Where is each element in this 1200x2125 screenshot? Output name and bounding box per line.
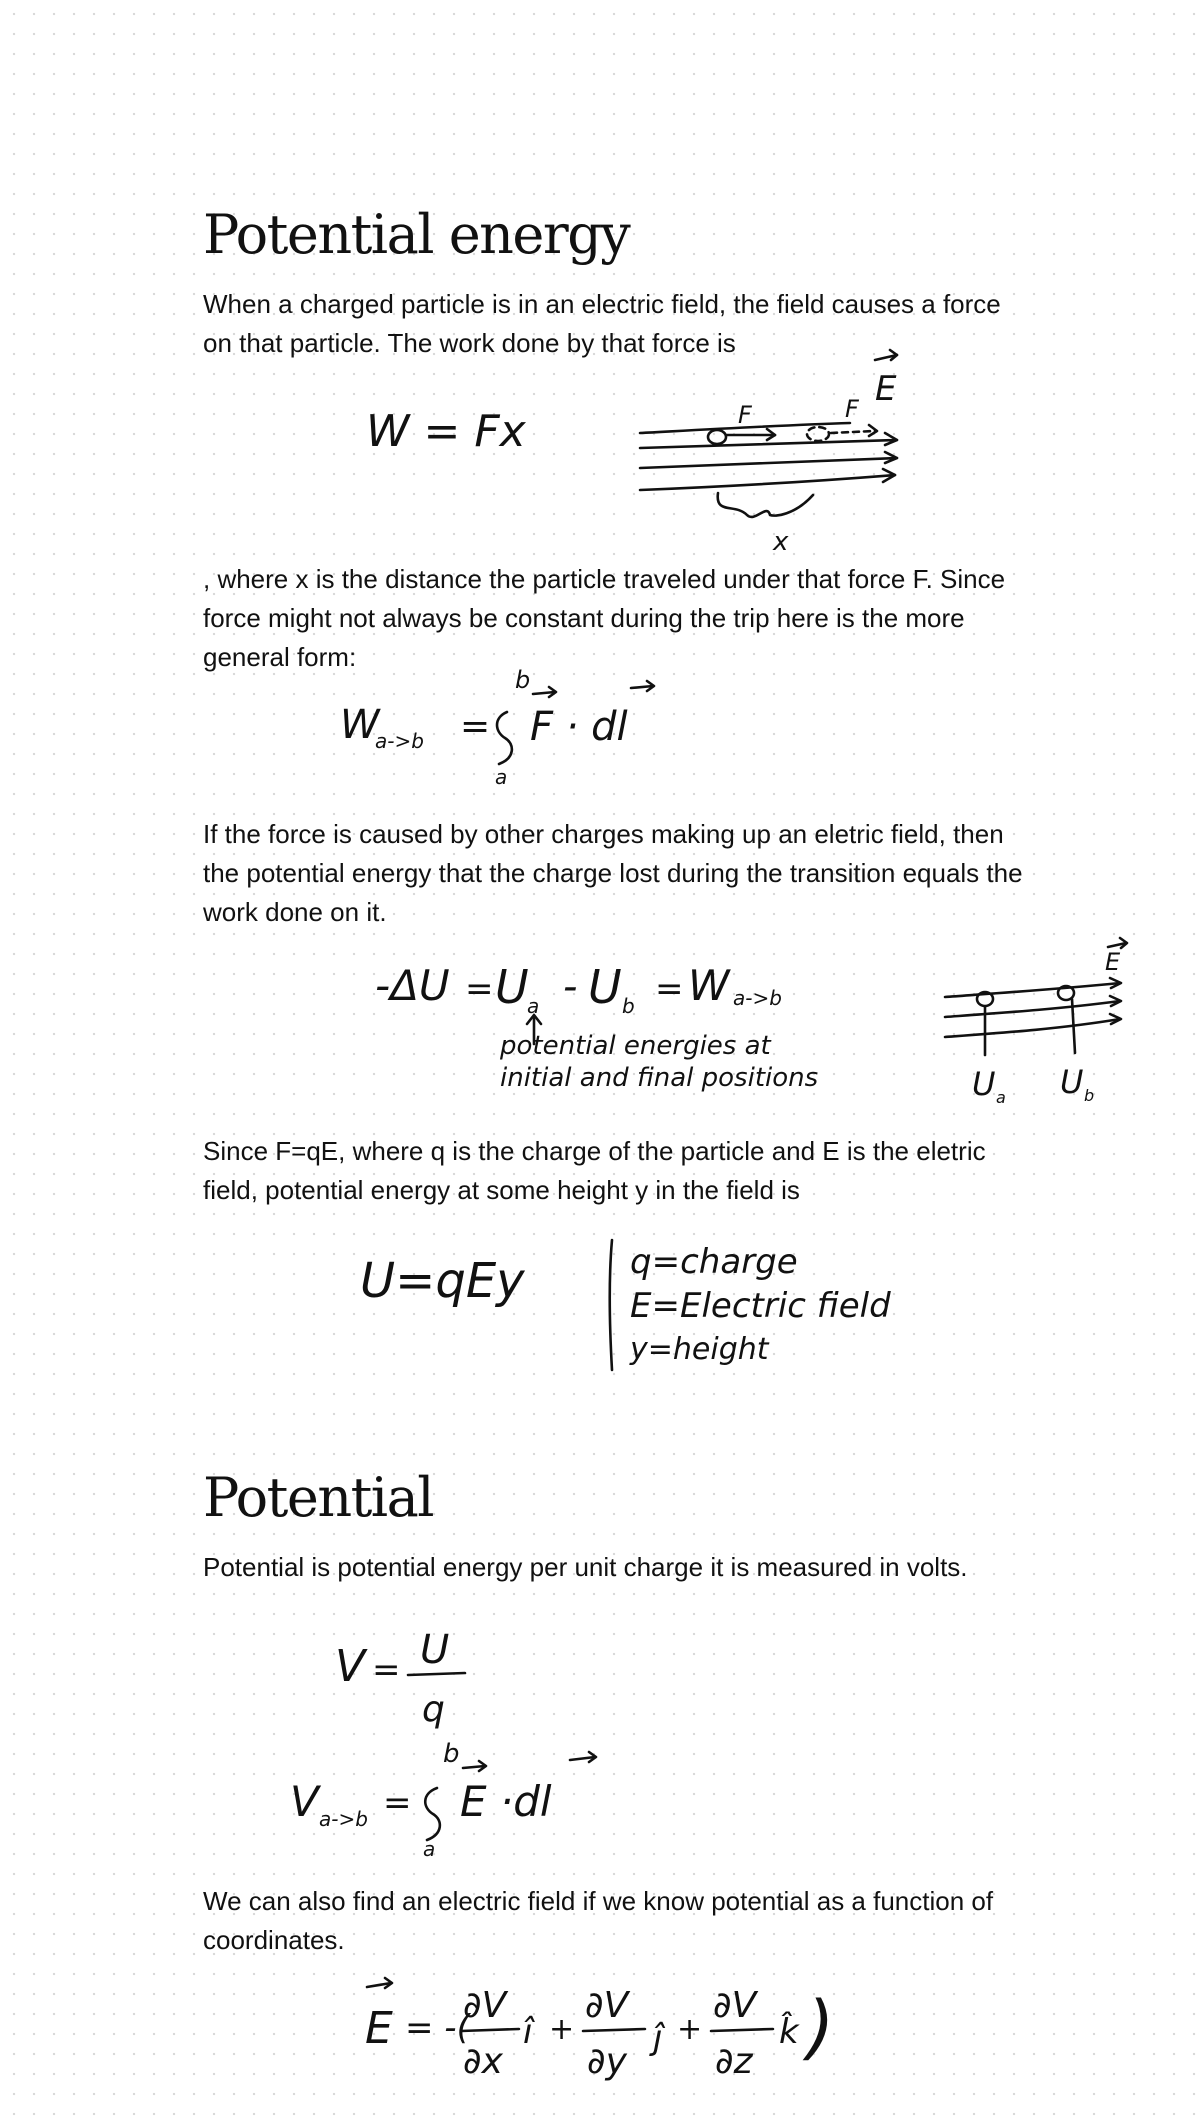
- paragraph-potential-def: Potential is potential energy per unit charge it is measured in volts.: [203, 1552, 968, 1582]
- equation-gradient: [355, 1965, 895, 2090]
- potential-integral-upper: b: [443, 1739, 460, 1769]
- field-label-e: E: [875, 369, 897, 409]
- work-integral-lower: a: [495, 765, 508, 789]
- delta-u-minus: -: [563, 964, 578, 1010]
- field-label-e-2: E: [1105, 948, 1121, 976]
- legend-bracket: [600, 1235, 620, 1375]
- equation-delta-u: [370, 945, 850, 1025]
- v-fraction-lhs: V: [335, 1641, 366, 1692]
- paragraph-force-caused: If the force is caused by other charges making up an eletric field, then the potential energy that the charge lost during the transition equals the work done on it.: [203, 819, 1023, 927]
- annotation-line-1: potential energies at: [500, 1031, 771, 1061]
- delta-u-ub-sub: b: [622, 994, 635, 1018]
- work-integral-lhs-sub: a->b: [375, 729, 424, 753]
- force-label-2: F: [845, 395, 859, 423]
- potential-integral-lhs: V: [290, 1777, 319, 1826]
- annotation-line-2: initial and final positions: [500, 1063, 819, 1093]
- legend-q: q=charge: [630, 1242, 798, 1282]
- label-ua: U: [972, 1065, 996, 1103]
- potential-integral-equals: =: [383, 1783, 412, 1823]
- gradient-close: ): [807, 1986, 835, 2068]
- potential-integral-integrand: E ·dl: [460, 1777, 552, 1826]
- v-fraction-den: q: [422, 1689, 445, 1730]
- label-ub-sub: b: [1084, 1086, 1095, 1105]
- force-label-1: F: [738, 401, 752, 429]
- delta-u-eq1: =: [465, 969, 494, 1009]
- fraction-bar: [408, 1673, 465, 1675]
- potential-integral-lhs-sub: a->b: [319, 1807, 368, 1831]
- section-title-potential-energy: Potential energy: [203, 203, 630, 266]
- legend-y: y=height: [630, 1332, 769, 1367]
- equation-v-fraction: [330, 1625, 490, 1735]
- gradient-t2-unit: ĵ: [653, 2018, 663, 2058]
- delta-u-w: W: [688, 961, 730, 1010]
- integral-sign-icon: [497, 712, 512, 764]
- field-diagram-work: [635, 345, 915, 555]
- work-integral-equals: =: [460, 706, 491, 747]
- delta-u-ua: U: [495, 960, 529, 1014]
- label-ub: U: [1060, 1063, 1084, 1101]
- paragraph-intro: When a charged particle is in an electric field, the field causes a force on that particle. The work done by that force is: [203, 289, 1001, 358]
- gradient-t2-den: ∂y: [587, 2041, 627, 2082]
- work-integral-upper: b: [515, 666, 531, 694]
- gradient-t2-num: ∂V: [585, 1985, 629, 2026]
- variable-legend: [630, 1235, 1030, 1375]
- u-qey-text: U=qEy: [360, 1253, 525, 1309]
- gradient-lhs: E: [365, 2003, 393, 2054]
- gradient-t3-unit: k̂: [779, 2012, 799, 2052]
- delta-u-ub: U: [588, 960, 622, 1014]
- legend-e: E=Electric field: [630, 1286, 891, 1326]
- paragraph-since-f-qe: Since F=qE, where q is the charge of the particle and E is the eletric field, potential energy at some height y in the field is: [203, 1136, 986, 1205]
- gradient-plus2: +: [677, 2012, 703, 2047]
- equation-work-text: W = Fx: [366, 406, 526, 457]
- gradient-plus1: +: [549, 2012, 575, 2047]
- integral-sign-icon-2: [425, 1788, 440, 1840]
- gradient-t1-unit: î: [523, 2012, 533, 2052]
- equation-work-integral: [335, 660, 695, 790]
- paragraph-find-field: We can also find an electric field if we know potential as a function of coordinates.: [203, 1886, 994, 1955]
- delta-u-lhs: -ΔU: [375, 961, 450, 1010]
- work-integral-lhs: W: [340, 702, 380, 748]
- distance-label-x: x: [773, 527, 789, 557]
- gradient-t1-den: ∂x: [463, 2041, 503, 2082]
- particle-end-icon: [807, 427, 829, 441]
- work-integral-integrand: F · dl: [530, 704, 628, 750]
- paragraph-where-x: , where x is the distance the particle traveled under that force F. Since force might not always be constant during the trip here is the more general form:: [203, 564, 1006, 672]
- potential-integral-lower: a: [423, 1837, 436, 1861]
- delta-u-eq2: =: [655, 969, 684, 1009]
- gradient-eq: = -(: [405, 2008, 470, 2048]
- gradient-t3-den: ∂z: [715, 2041, 753, 2082]
- equation-u-qey: [360, 1245, 560, 1315]
- equation-potential-integral: [285, 1730, 645, 1860]
- gradient-t1-num: ∂V: [463, 1985, 507, 2026]
- v-fraction-num: U: [420, 1627, 450, 1673]
- distance-brace: [718, 493, 813, 517]
- annotation-note: [500, 1030, 920, 1100]
- label-ua-sub: a: [996, 1088, 1006, 1107]
- gradient-t3-num: ∂V: [713, 1985, 757, 2026]
- delta-u-w-sub: a->b: [733, 986, 782, 1010]
- field-diagram-positions: [940, 935, 1140, 1115]
- delta-u-ua-sub: a: [527, 994, 540, 1018]
- equation-work: [360, 400, 530, 460]
- section-title-potential: Potential: [203, 1466, 434, 1529]
- v-fraction-eq: =: [372, 1650, 401, 1690]
- particle-start-icon: [708, 430, 726, 444]
